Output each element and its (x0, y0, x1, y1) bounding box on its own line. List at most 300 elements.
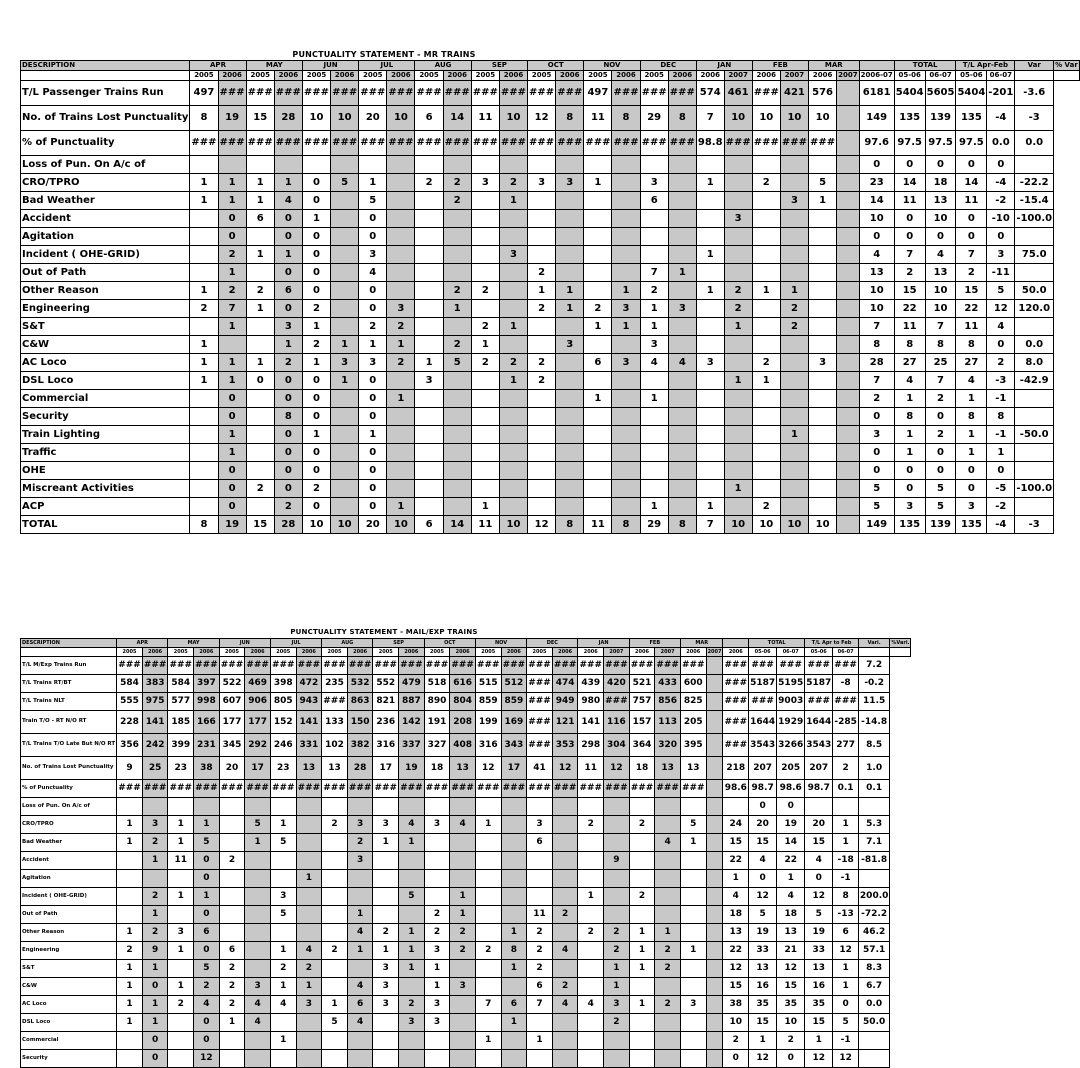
table-cell: 1 (415, 354, 443, 372)
table-cell: 5 (680, 816, 706, 834)
table-cell (471, 462, 499, 480)
table-cell (501, 906, 527, 924)
table-cell: ### (399, 780, 425, 798)
table-cell: ### (387, 131, 415, 156)
mr-trains-table (20, 60, 1080, 534)
table-cell: 0 (859, 408, 894, 426)
table-cell: 0 (218, 462, 246, 480)
table-cell: 12 (528, 516, 556, 534)
table-cell (359, 156, 387, 174)
table-cell: 4 (956, 372, 987, 390)
table-cell: 3 (556, 174, 584, 192)
table-cell: 1 (168, 888, 194, 906)
table-cell (640, 408, 668, 426)
table-cell (629, 1014, 655, 1032)
table-row (21, 711, 911, 734)
table-cell: 887 (399, 693, 425, 711)
month-header: JUN (302, 61, 358, 71)
table-cell (809, 462, 837, 480)
table-cell: 4 (347, 924, 373, 942)
table-cell (322, 906, 348, 924)
table-cell (246, 408, 274, 426)
table-cell (471, 192, 499, 210)
row-label: T/L Trains RT/BT (21, 675, 117, 693)
table-cell: ### (322, 657, 348, 675)
table-cell (706, 906, 723, 924)
table-cell: 0 (859, 444, 894, 462)
table-cell: -22.2 (1015, 174, 1054, 192)
table-cell: 890 (424, 693, 450, 711)
table-cell: 12 (528, 106, 556, 131)
table-cell (499, 390, 527, 408)
table-cell: 3 (373, 978, 399, 996)
table-cell (245, 1050, 271, 1068)
table-row (21, 516, 1080, 534)
table-cell (837, 318, 859, 336)
table-cell: 1 (142, 996, 168, 1014)
table-cell: 246 (270, 734, 296, 757)
table-cell: 1 (629, 960, 655, 978)
table-cell: 242 (142, 734, 168, 757)
table-cell: 1 (331, 336, 359, 354)
table-cell (415, 300, 443, 318)
table-cell: 304 (604, 734, 630, 757)
table-cell: 20 (359, 106, 387, 131)
table-cell (584, 156, 612, 174)
table-cell (604, 834, 630, 852)
table-cell: 22 (723, 852, 749, 870)
table-cell: 1 (270, 978, 296, 996)
table-cell: 21 (777, 942, 805, 960)
table-cell (475, 906, 501, 924)
table-cell (443, 246, 471, 264)
table-cell: 0 (302, 444, 330, 462)
table-cell (780, 264, 808, 282)
table-cell: 97.5 (956, 131, 987, 156)
table-cell: ### (450, 780, 476, 798)
table-cell (245, 852, 271, 870)
table-cell: ### (612, 81, 640, 106)
table-cell: 0 (359, 300, 387, 318)
table-cell (528, 426, 556, 444)
table-cell (809, 228, 837, 246)
table-cell (780, 210, 808, 228)
row-label: Incident ( OHE-GRID) (21, 888, 117, 906)
table-cell (752, 228, 780, 246)
table-cell: 5 (809, 174, 837, 192)
table-cell: ### (296, 780, 322, 798)
table-cell: 1 (387, 390, 415, 408)
table-cell (668, 156, 696, 174)
table-cell: 1 (359, 426, 387, 444)
table-cell (752, 480, 780, 498)
table-cell: 2 (142, 924, 168, 942)
pct-var-header: % Var (1055, 61, 1078, 69)
table-cell (528, 480, 556, 498)
table-cell: ### (194, 780, 220, 798)
table-cell (696, 480, 724, 498)
table-cell: 0 (274, 228, 302, 246)
table-cell: 364 (629, 734, 655, 757)
year-header: 2007 (724, 71, 752, 81)
table-cell: 7 (696, 106, 724, 131)
table-cell: 3 (270, 888, 296, 906)
table-cell: ### (655, 780, 681, 798)
table-cell (556, 498, 584, 516)
table-cell: 6 (274, 282, 302, 300)
table-cell (696, 264, 724, 282)
table-cell (752, 264, 780, 282)
table-cell (809, 498, 837, 516)
month-header: OCT (424, 639, 475, 648)
year-header: 05-06 (749, 648, 777, 657)
table-row (21, 1050, 911, 1068)
month-header: APR (190, 61, 246, 71)
table-cell: 11 (894, 318, 925, 336)
table-cell (331, 462, 359, 480)
table-cell: 1 (218, 174, 246, 192)
table-cell (331, 300, 359, 318)
table-cell: 0 (859, 156, 894, 174)
table-cell: ### (142, 780, 168, 798)
row-label: Out of Path (21, 264, 190, 282)
table-cell: 3 (424, 816, 450, 834)
table-cell (604, 870, 630, 888)
table-cell (528, 408, 556, 426)
table-cell (499, 498, 527, 516)
table-cell: 1 (399, 924, 425, 942)
table-cell (668, 282, 696, 300)
table-cell: 1 (805, 1032, 833, 1050)
table-cell: 8 (556, 516, 584, 534)
table-cell (219, 816, 245, 834)
table-cell: 5 (833, 1014, 859, 1032)
table-cell: 421 (780, 81, 808, 106)
table-cell (246, 264, 274, 282)
table-cell: 4 (925, 246, 956, 264)
table-cell: 8 (859, 336, 894, 354)
table-cell: ### (475, 657, 501, 675)
table-cell: 139 (925, 516, 956, 534)
table-cell (612, 264, 640, 282)
table-cell: 18 (925, 174, 956, 192)
table-cell: 98.7 (805, 780, 833, 798)
row-label: TOTAL (21, 516, 190, 534)
row-label: Bad Weather (21, 192, 190, 210)
table-cell (584, 264, 612, 282)
table-cell: 1 (501, 960, 527, 978)
year-header (858, 648, 889, 657)
table-cell (424, 798, 450, 816)
table-cell (556, 228, 584, 246)
table-cell: 177 (219, 711, 245, 734)
table-cell: 2 (471, 354, 499, 372)
blank-header (21, 71, 190, 81)
table-cell: 8.3 (858, 960, 889, 978)
table-cell: 10 (859, 210, 894, 228)
table-cell: 439 (578, 675, 604, 693)
table-cell: 856 (655, 693, 681, 711)
table-cell (245, 960, 271, 978)
table-cell: 0 (194, 942, 220, 960)
table-cell: 10 (723, 1014, 749, 1032)
row-label: Security (21, 1050, 117, 1068)
table-cell: 7 (925, 372, 956, 390)
table-cell (450, 870, 476, 888)
table-cell: 12 (552, 757, 578, 780)
table-cell: 5 (322, 1014, 348, 1032)
table-cell: 0 (987, 462, 1015, 480)
table-cell: 4 (270, 996, 296, 1014)
table-row (21, 693, 911, 711)
table-cell: 0 (274, 462, 302, 480)
table-cell: 0 (274, 480, 302, 498)
table-cell (556, 246, 584, 264)
table-cell: -2 (987, 192, 1015, 210)
table-cell: 50.0 (1015, 282, 1054, 300)
table-cell (837, 174, 859, 192)
total-header: TOTAL (894, 61, 956, 71)
table-cell (387, 408, 415, 426)
table-cell: 1 (501, 924, 527, 942)
table-cell (668, 426, 696, 444)
table-cell: 4 (859, 246, 894, 264)
table-cell: 3 (274, 318, 302, 336)
table-cell: 7 (218, 300, 246, 318)
table-cell: 20 (219, 757, 245, 780)
table-cell (809, 372, 837, 390)
table-cell: 10 (499, 106, 527, 131)
table-cell: 998 (194, 693, 220, 711)
table-cell: 1 (190, 372, 218, 390)
table-cell: 3 (296, 996, 322, 1014)
table-cell (612, 246, 640, 264)
table-cell: ### (246, 131, 274, 156)
table-cell: 949 (552, 693, 578, 711)
table-cell: 1 (399, 942, 425, 960)
table-row (21, 300, 1080, 318)
table-cell (499, 408, 527, 426)
table-cell (752, 390, 780, 408)
table-cell: 191 (424, 711, 450, 734)
table-cell: 6 (527, 978, 553, 996)
table-cell: 3 (640, 336, 668, 354)
year-header: 2005 (527, 648, 553, 657)
table-cell: 1 (399, 834, 425, 852)
table-cell (724, 174, 752, 192)
table-cell (780, 156, 808, 174)
year-header: 2005 (359, 71, 387, 81)
table-row (21, 852, 911, 870)
table-cell: 10 (780, 106, 808, 131)
table-cell: 1 (556, 300, 584, 318)
table-cell: ### (527, 780, 553, 798)
year-header: 2005 (246, 71, 274, 81)
table-cell: 1 (387, 498, 415, 516)
table-cell: 1 (331, 372, 359, 390)
table-cell: 1 (246, 174, 274, 192)
table-cell: 1 (190, 336, 218, 354)
table-cell: ### (604, 780, 630, 798)
month-header: MAR (809, 61, 860, 71)
table-cell: 142 (399, 711, 425, 734)
table-cell: ### (668, 131, 696, 156)
table-cell (443, 264, 471, 282)
table-cell (471, 372, 499, 390)
month-header: APR (117, 639, 168, 648)
month-header: MAY (246, 61, 302, 71)
table-cell: 1 (117, 834, 143, 852)
table-row (21, 106, 1080, 131)
table-row (21, 408, 1080, 426)
table-cell: 2 (270, 960, 296, 978)
table-cell: 11 (956, 192, 987, 210)
table-cell: 616 (450, 675, 476, 693)
table-cell: 8 (956, 408, 987, 426)
table-cell: 943 (296, 693, 322, 711)
table-cell (668, 390, 696, 408)
table-cell: ### (724, 131, 752, 156)
table-cell: 11 (584, 516, 612, 534)
table-cell: 2 (219, 852, 245, 870)
table-cell (552, 834, 578, 852)
year-header: 06-07 (925, 71, 956, 81)
table-cell (706, 693, 723, 711)
table-cell: ### (833, 693, 859, 711)
table-cell: 0 (956, 228, 987, 246)
blank-header (723, 639, 749, 648)
year-header: 2006 (668, 71, 696, 81)
year-header: 2005 (302, 71, 330, 81)
table-cell: 2 (552, 978, 578, 996)
table-cell: 3 (415, 372, 443, 390)
table-cell (142, 798, 168, 816)
table-cell (499, 228, 527, 246)
table-cell (584, 246, 612, 264)
row-label: Bad Weather (21, 834, 117, 852)
table-cell (443, 498, 471, 516)
table-cell: 0 (302, 264, 330, 282)
table-cell: 1 (499, 318, 527, 336)
table-cell: 3 (373, 960, 399, 978)
table-cell (527, 870, 553, 888)
table-cell (499, 480, 527, 498)
table-cell (270, 1014, 296, 1032)
table-cell: 1 (629, 996, 655, 1014)
table-cell: 859 (501, 693, 527, 711)
table-cell: 8 (612, 516, 640, 534)
table-cell (752, 300, 780, 318)
table-cell (837, 106, 859, 131)
table-cell: 2 (194, 978, 220, 996)
table-cell: 1 (347, 906, 373, 924)
table-cell: ### (387, 81, 415, 106)
table-cell: 1 (302, 354, 330, 372)
table-cell: 27 (956, 354, 987, 372)
table-cell: 1 (723, 870, 749, 888)
table-cell: 6 (194, 924, 220, 942)
table-cell: 3 (724, 210, 752, 228)
table-cell: -1 (987, 426, 1015, 444)
table-cell: 0 (987, 336, 1015, 354)
table-cell: ### (527, 657, 553, 675)
table-cell: 1644 (805, 711, 833, 734)
month-header: DEC (640, 61, 696, 71)
table-cell: 2 (987, 354, 1015, 372)
table-cell: 2 (443, 174, 471, 192)
table-cell: 1 (274, 246, 302, 264)
table-cell: ### (373, 657, 399, 675)
table-cell: 24 (723, 816, 749, 834)
table-cell (640, 228, 668, 246)
table-cell: 1 (142, 852, 168, 870)
table-cell: 2 (724, 300, 752, 318)
table-cell (680, 1014, 706, 1032)
table-cell (680, 888, 706, 906)
table-cell (706, 834, 723, 852)
table-row (21, 816, 911, 834)
table-cell (528, 156, 556, 174)
blank-header (21, 648, 117, 657)
table-cell (680, 960, 706, 978)
table-cell: -3 (1015, 106, 1054, 131)
table-cell: 18 (777, 906, 805, 924)
table-row (21, 675, 911, 693)
table-cell: -10 (987, 210, 1015, 228)
table-cell (612, 174, 640, 192)
table-cell (347, 798, 373, 816)
table-cell: 22 (894, 300, 925, 318)
table-row (21, 354, 1080, 372)
year-header (1054, 71, 1080, 81)
table-cell (724, 498, 752, 516)
year-header: 2006 (809, 71, 837, 81)
table-cell: 8 (501, 942, 527, 960)
table-cell: 1 (578, 888, 604, 906)
table-cell (584, 426, 612, 444)
table-cell: 2 (322, 816, 348, 834)
table-cell: 97.5 (925, 131, 956, 156)
table-cell: ### (373, 780, 399, 798)
table-cell (117, 906, 143, 924)
table-row (21, 870, 911, 888)
table-cell (190, 498, 218, 516)
year-header: 2007 (838, 71, 858, 79)
table-cell: 0.0 (1015, 336, 1054, 354)
table-cell: 12 (749, 888, 777, 906)
table-cell (322, 960, 348, 978)
table-cell: 98.6 (777, 780, 805, 798)
table-cell: 1 (373, 834, 399, 852)
table-cell: 10 (302, 516, 330, 534)
table-cell (706, 780, 723, 798)
table-cell: 397 (194, 675, 220, 693)
table-cell: 1 (668, 264, 696, 282)
table-cell (668, 210, 696, 228)
table-cell: 2 (246, 282, 274, 300)
table-cell: 804 (450, 693, 476, 711)
table-cell: 2 (443, 282, 471, 300)
table-cell: 1 (556, 282, 584, 300)
table-cell: -11 (987, 264, 1015, 282)
table-cell: 1 (359, 174, 387, 192)
table-cell: 12 (723, 960, 749, 978)
table-cell: 2 (723, 1032, 749, 1050)
table-cell (668, 336, 696, 354)
table-cell: ### (302, 81, 330, 106)
table-cell (696, 300, 724, 318)
table-cell: 14 (894, 174, 925, 192)
